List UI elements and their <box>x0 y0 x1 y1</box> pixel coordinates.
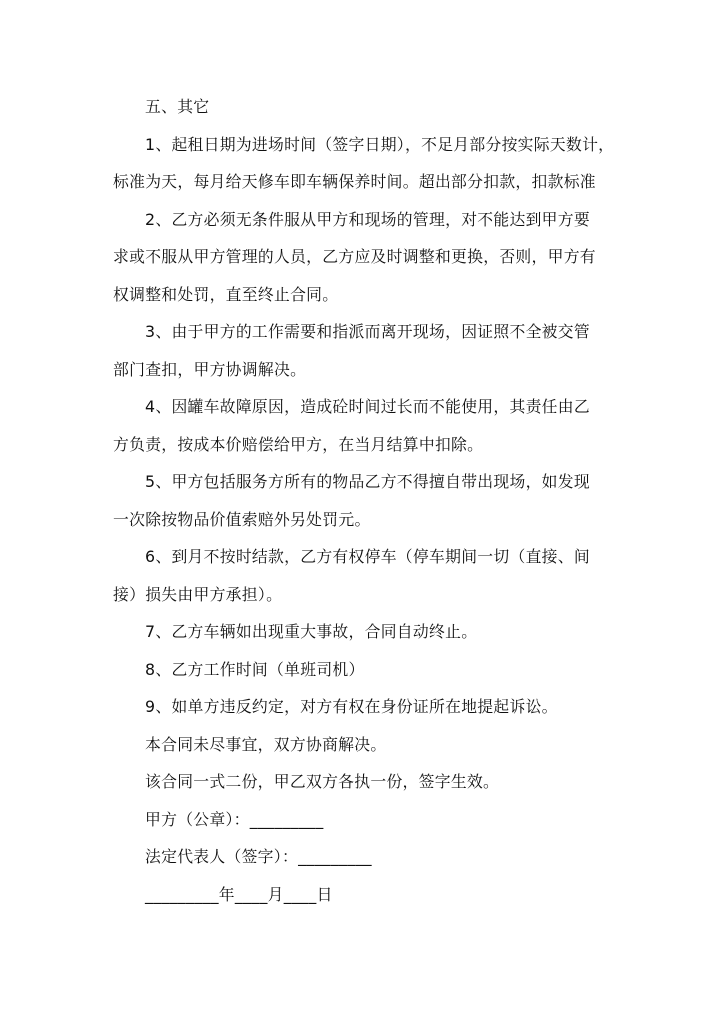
clause-line: 1、起租日期为进场时间（签字日期），不足月部分按实际天数计， <box>145 134 615 154</box>
clause-line: 接）损失由甲方承担）。 <box>113 584 283 604</box>
signature-party-a: 甲方（公章）：_________ <box>145 809 324 829</box>
clause-line: 6、到月不按时结款，乙方有权停车（停车期间一切（直接、间 <box>145 547 590 566</box>
section-heading: 五、其它 <box>145 97 210 116</box>
clause-9 <box>113 688 628 726</box>
clause-1 <box>113 126 628 201</box>
clause-line: 标准为天，每月给天修车即车辆保养时间。超出部分扣款，扣款标准 <box>113 172 596 191</box>
clause-line: 5、甲方包括服务方所有的物品乙方不得擅自带出现场，如发现 <box>145 472 590 491</box>
signature-date: _________年____月____日 <box>145 884 333 904</box>
clause-line: 7、乙方车辆如出现重大事故，合同自动终止。 <box>145 622 478 641</box>
clause-line: 方负责，按成本价赔偿给甲方，在当月结算中扣除。 <box>113 434 484 454</box>
clause-7 <box>113 613 628 651</box>
clause-line: 一次除按物品价值索赔外另处罚元。 <box>113 509 371 529</box>
clause-line: 求或不服从甲方管理的人员，乙方应及时调整和更换，否则，甲方有 <box>113 247 596 266</box>
closing-copies: 该合同一式二份，甲乙双方各执一份，签字生效。 <box>145 772 500 791</box>
clause-6 <box>113 538 628 613</box>
closing-unresolved-matters: 本合同未尽事宜，双方协商解决。 <box>145 734 387 754</box>
clause-5 <box>113 463 628 538</box>
clause-line: 2、乙方必须无条件服从甲方和现场的管理，对不能达到甲方要 <box>145 209 590 229</box>
clause-2 <box>113 201 628 314</box>
contract-body <box>113 88 628 913</box>
clause-4 <box>113 388 628 463</box>
signature-legal-rep: 法定代表人（签字）：_________ <box>145 847 372 866</box>
clause-line: 9、如单方违反约定，对方有权在身份证所在地提起诉讼。 <box>145 697 558 716</box>
clause-line: 8、乙方工作时间（单班司机） <box>145 659 365 679</box>
clause-line: 权调整和处罚，直至终止合同。 <box>113 284 339 304</box>
clause-3 <box>113 313 628 388</box>
clause-line: 部门查扣，甲方协调解决。 <box>113 359 307 379</box>
clause-8 <box>113 651 628 689</box>
clause-line: 4、因罐车故障原因，造成砼时间过长而不能使用，其责任由乙 <box>145 397 590 416</box>
clause-line: 3、由于甲方的工作需要和指派而离开现场，因证照不全被交管 <box>145 322 590 341</box>
